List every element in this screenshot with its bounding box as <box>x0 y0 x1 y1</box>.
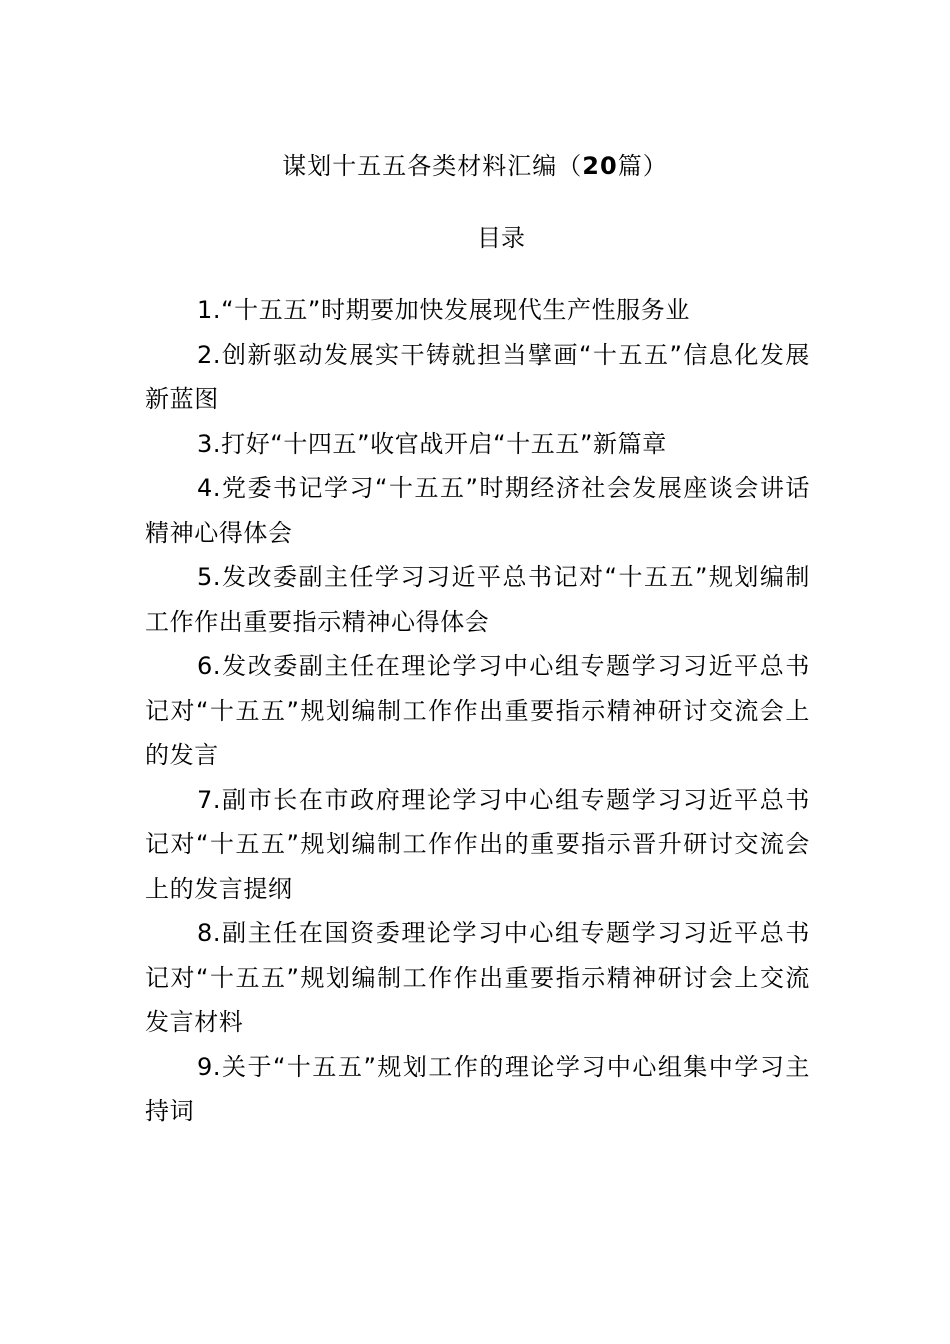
title-prefix: 谋划十五五各类材料汇编（ <box>282 152 583 180</box>
document-title <box>0 146 950 186</box>
toc-item-2: 2.创新驱动发展实干铸就担当擘画“十五五”信息化发展新蓝图 <box>145 340 810 413</box>
toc-item-4: 4.党委书记学习“十五五”时期经济社会发展座谈会讲话精神心得体会 <box>145 474 810 547</box>
toc-item-3: 3.打好“十四五”收官战开启“十五五”新篇章 <box>197 429 667 458</box>
toc-heading: 目录 <box>477 224 525 252</box>
toc-item-9: 9.关于“十五五”规划工作的理论学习中心组集中学习主持词 <box>145 1052 810 1125</box>
toc-item-1: 1.“十五五”时期要加快发展现代生产性服务业 <box>197 296 690 324</box>
toc-item-6: 6.发改委副主任在理论学习中心组专题学习习近平总书记对“十五五”规划编制工作作出重要指示精神研讨交流会上的发言 <box>145 652 810 769</box>
toc-item-7: 7.副市长在市政府理论学习中心组专题学习习近平总书记对“十五五”规划编制工作作出的重要指示晋升研讨交流会上的发言提纲 <box>145 785 810 903</box>
title-count: 20 <box>582 152 618 180</box>
title-suffix: 篇） <box>617 152 668 180</box>
table-of-contents <box>145 288 810 1134</box>
toc-item-8: 8.副主任在国资委理论学习中心组专题学习习近平总书记对“十五五”规划编制工作作出重要指示精神研讨会上交流发言材料 <box>145 919 810 1036</box>
toc-item-5: 5.发改委副主任学习习近平总书记对“十五五”规划编制工作作出重要指示精神心得体会 <box>145 563 810 636</box>
